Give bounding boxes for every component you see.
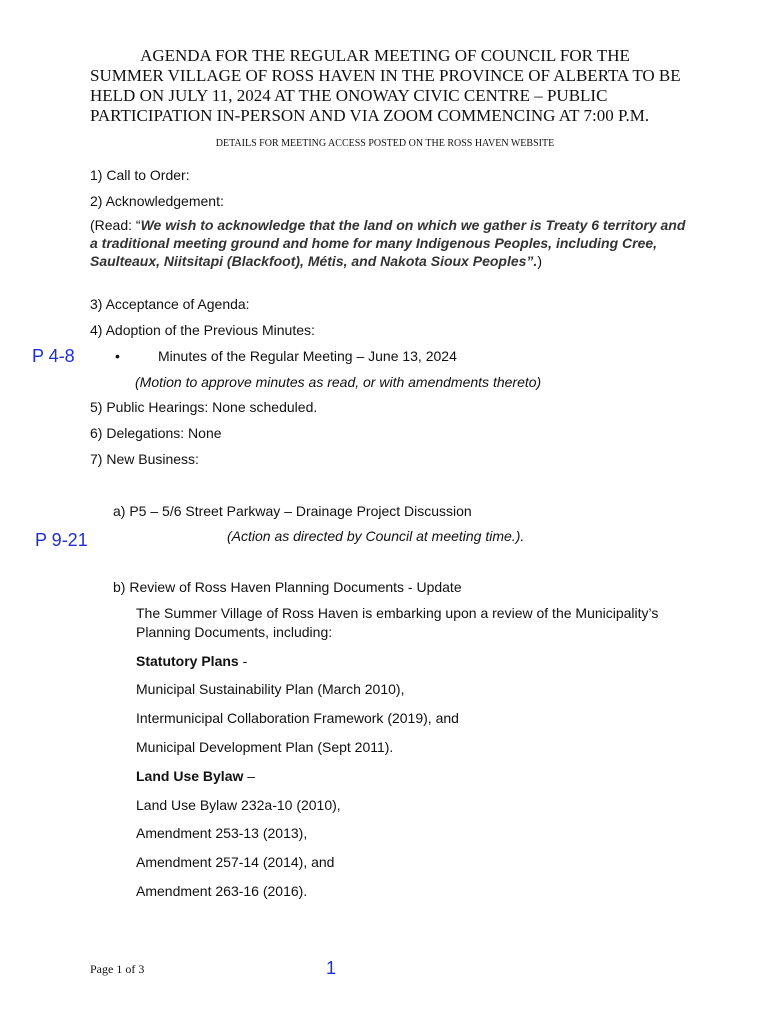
page-number-annotation: 1 <box>326 958 337 978</box>
statutory-plans-suffix: - <box>238 653 248 669</box>
ack-quote: We wish to acknowledge that the land on which we gather is Treaty 6 territory and a traditional meeting ground and home for many Indigenous Peoples, including Cree, Saulteaux, Niitsitapi (Blackfoot), Métis, and Nakota Sioux Peoples”. <box>90 217 686 269</box>
plan-icf: Intermunicipal Collaboration Framework (2019), and <box>136 710 459 726</box>
statutory-plans-label: Statutory Plans <box>136 653 239 669</box>
margin-note-pages-9-21: P 9-21 <box>35 530 88 550</box>
title-line-3: HELD ON JULY 11, 2024 AT THE ONOWAY CIVIC CENTRE – PUBLIC <box>90 86 608 105</box>
page-label: Page 1 of 3 <box>90 962 145 976</box>
new-business-b: b) Review of Ross Haven Planning Documents - Update <box>113 579 462 595</box>
plan-mdp: Municipal Development Plan (Sept 2011). <box>136 739 394 755</box>
meeting-access-note: DETAILS FOR MEETING ACCESS POSTED ON THE ROSS HAVEN WEBSITE <box>215 138 555 149</box>
item-acceptance-of-agenda: 3) Acceptance of Agenda: <box>90 296 250 312</box>
item-call-to-order: 1) Call to Order: <box>90 167 190 183</box>
amendment-263-16: Amendment 263-16 (2016). <box>136 883 308 899</box>
title-line-4: PARTICIPATION IN-PERSON AND VIA ZOOM COMMENCING AT 7:00 P.M. <box>90 106 650 125</box>
amendment-257-14: Amendment 257-14 (2014), and <box>136 854 335 870</box>
planning-review-paragraph-line-1: The Summer Village of Ross Haven is embarking upon a review of the Municipality’s <box>136 605 659 621</box>
acknowledgement-text <box>90 216 690 270</box>
minutes-motion: (Motion to approve minutes as read, or with amendments thereto) <box>135 374 542 390</box>
statutory-plans-heading <box>136 652 247 670</box>
minutes-june-13: Minutes of the Regular Meeting – June 13, 2024 <box>158 348 457 364</box>
amendment-253-13: Amendment 253-13 (2013), <box>136 825 308 841</box>
title-line-1: AGENDA FOR THE REGULAR MEETING OF COUNCIL FOR THE <box>140 46 630 65</box>
new-business-a-action: (Action as directed by Council at meeting time.). <box>227 528 525 544</box>
item-adoption-of-minutes: 4) Adoption of the Previous Minutes: <box>90 322 315 338</box>
ack-prefix: (Read: “ <box>90 217 141 233</box>
agenda-title <box>60 46 710 126</box>
ack-suffix: ) <box>537 253 542 269</box>
land-use-bylaw-label: Land Use Bylaw <box>136 768 244 784</box>
planning-review-paragraph-line-2: Planning Documents, including: <box>136 624 333 640</box>
item-new-business: 7) New Business: <box>90 451 199 467</box>
bullet-icon: • <box>115 348 120 364</box>
item-public-hearings: 5) Public Hearings: None scheduled. <box>90 399 318 415</box>
land-use-bylaw-suffix: – <box>243 768 256 784</box>
title-line-2: SUMMER VILLAGE OF ROSS HAVEN IN THE PROVINCE OF ALBERTA TO BE <box>90 66 681 85</box>
new-business-a: a) P5 – 5/6 Street Parkway – Drainage Project Discussion <box>113 503 472 519</box>
margin-note-pages-4-8: P 4-8 <box>32 346 75 366</box>
bylaw-232a-10: Land Use Bylaw 232a-10 (2010), <box>136 797 341 813</box>
plan-msp: Municipal Sustainability Plan (March 2010), <box>136 681 405 697</box>
land-use-bylaw-heading <box>136 767 255 785</box>
item-acknowledgement: 2) Acknowledgement: <box>90 193 224 209</box>
item-delegations: 6) Delegations: None <box>90 425 222 441</box>
